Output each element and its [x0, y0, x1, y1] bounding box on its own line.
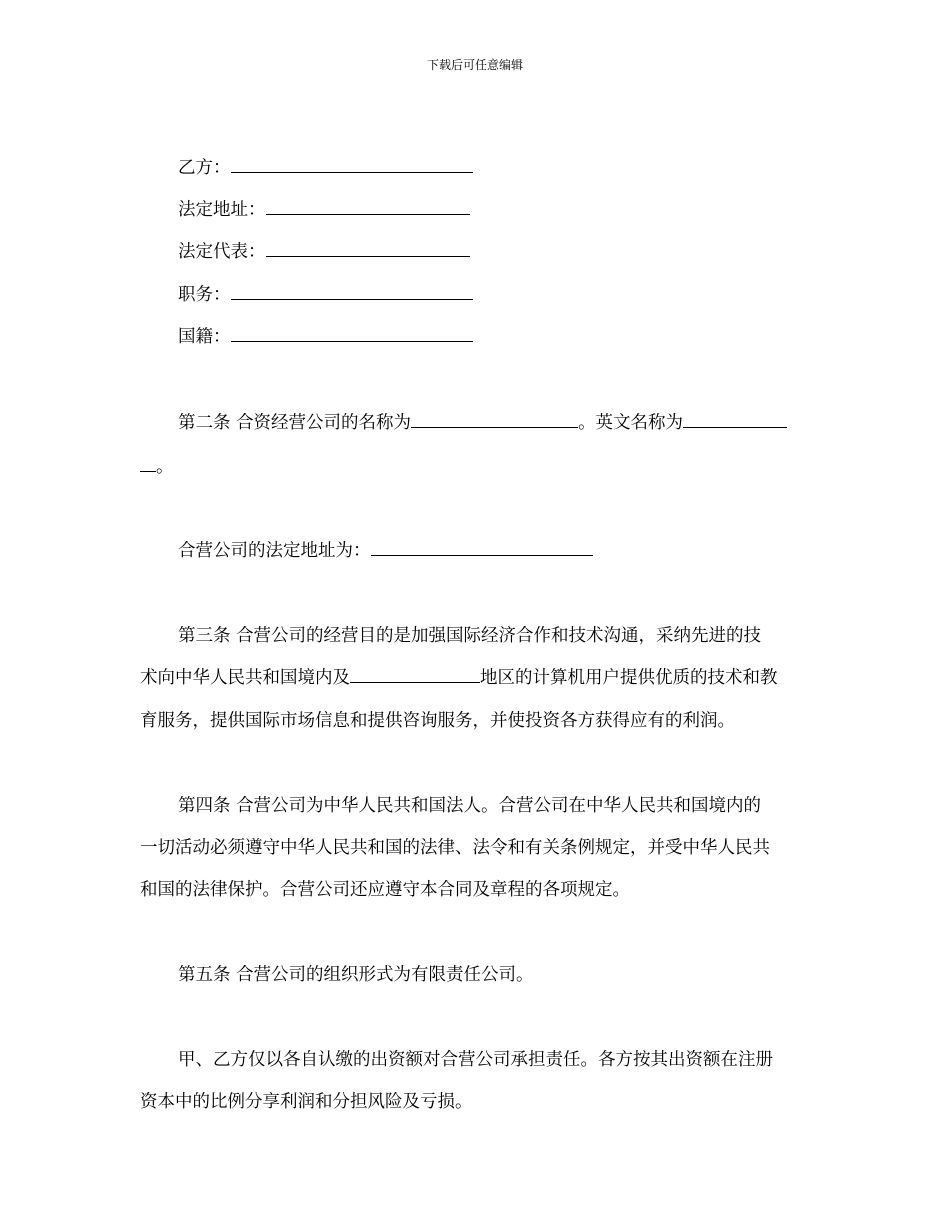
article-4-line-1: 第四条 合营公司为中华人民共和国法人。合营公司在中华人民共和国境内的	[178, 796, 762, 816]
fill-blank	[231, 284, 473, 300]
field-label: 职务：	[178, 285, 231, 305]
nationality-field	[178, 326, 473, 348]
article-4-line-2: 一切活动必须遵守中华人民共和国的法律、法令和有关条例规定，并受中华人民共	[140, 838, 770, 858]
article-3-suffix: 地区的计算机用户提供优质的技术和教	[480, 668, 778, 688]
company-address-line	[178, 540, 593, 562]
article-3-line-2	[140, 667, 778, 689]
article-2-line-1	[178, 412, 787, 434]
article-2-mid: 。英文名称为	[578, 413, 684, 433]
party-b-field	[178, 157, 473, 179]
position-field	[178, 284, 473, 306]
english-name-blank	[683, 412, 787, 428]
article-3-line-3: 育服务，提供国际市场信息和提供咨询服务，并使投资各方获得应有的利润。	[140, 711, 735, 731]
page-header: 下载后可任意编辑	[426, 58, 523, 72]
english-name-blank-cont	[140, 456, 156, 472]
liability-line-1: 甲、乙方仅以各自认缴的出资额对合营公司承担责任。各方按其出资额在注册	[178, 1050, 773, 1070]
field-label: 国籍：	[178, 327, 231, 347]
article-5: 第五条 合营公司的组织形式为有限责任公司。	[178, 965, 534, 985]
fill-blank	[231, 157, 473, 173]
company-name-blank	[411, 412, 578, 428]
region-blank	[350, 667, 480, 683]
fill-blank	[231, 326, 473, 342]
legal-address-field	[178, 199, 470, 221]
fill-blank	[266, 199, 470, 215]
address-label: 合营公司的法定地址为：	[178, 541, 371, 561]
article-2-prefix: 第二条 合资经营公司的名称为	[178, 413, 412, 433]
fill-blank	[266, 241, 470, 257]
address-blank	[371, 540, 593, 556]
article-4-line-3: 和国的法律保护。合营公司还应遵守本合同及章程的各项规定。	[140, 880, 630, 900]
article-3-prefix: 术向中华人民共和国境内及	[140, 668, 350, 688]
field-label: 乙方：	[178, 158, 231, 178]
field-label: 法定地址：	[178, 200, 266, 220]
field-label: 法定代表：	[178, 242, 266, 262]
liability-line-2: 资本中的比例分享利润和分担风险及亏损。	[140, 1092, 473, 1112]
article-2-end: 。	[156, 457, 174, 477]
article-3-line-1: 第三条 合营公司的经营目的是加强国际经济合作和技术沟通，采纳先进的技	[178, 626, 762, 646]
legal-representative-field	[178, 241, 470, 263]
article-2-line-2	[140, 456, 174, 478]
